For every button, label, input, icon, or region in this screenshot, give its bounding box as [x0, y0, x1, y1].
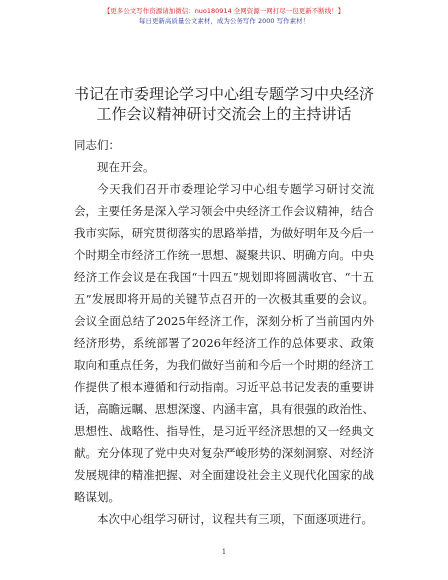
- title-line-2: 工作会议精神研讨交流会上的主持讲话: [96, 105, 352, 123]
- promo-banner: [0, 6, 448, 26]
- salutation: 同志们：: [74, 138, 120, 152]
- document-title: [0, 84, 448, 124]
- paragraph-main: 今天我们召开市委理论学习中心组专题学习研讨交流会，主要任务是深入学习领会中央经济工作会议精神，结合我市实际，研究贯彻落实的思路举措，为做好明年及今后一个时期全市经济工作统一思想、凝聚共识、明确方向。中央经济工作会议是在我国“十四五”规划即将圆满收官、“十五五”发展即将开局的关键节点召开的一次极其重要的会议。会议全面总结了2025年经济工作，深刻分析了当前国内外经济形势，系统部署了2026年经济工作的总体要求、政策取向和重点任务，为我们做好当前和今后一个时期的经济工作提供了根本遵循和行动指南。习近平总书记发表的重要讲话，高瞻远瞩、思想深邃、内涵丰富，具有很强的政治性、思想性、战略性、指导性，是习近平经济思想的又一经典文献。充分体现了党中央对复杂严峻形势的深刻洞察、对经济发展规律的精准把握、对全面建设社会主义现代化国家的战略谋划。: [74, 182, 374, 504]
- paragraph-agenda: 本次中心组学习研讨，议程共有三项，下面逐项进行。: [97, 512, 373, 526]
- document-body: [74, 134, 374, 530]
- promo-line-2: 每日更新高质量公文素材，成为公务写作 2000 写作素材！: [138, 17, 310, 25]
- title-line-1: 书记在市委理论学习中心组专题学习中央经济: [73, 85, 374, 103]
- paragraph-opening: 现在开会。: [97, 160, 155, 174]
- promo-line-1: 【更多公文写作资源请加微信：nuo180914 全网资源一网打尽一包更新不断线！】: [103, 7, 345, 15]
- page-number: 1: [221, 548, 227, 556]
